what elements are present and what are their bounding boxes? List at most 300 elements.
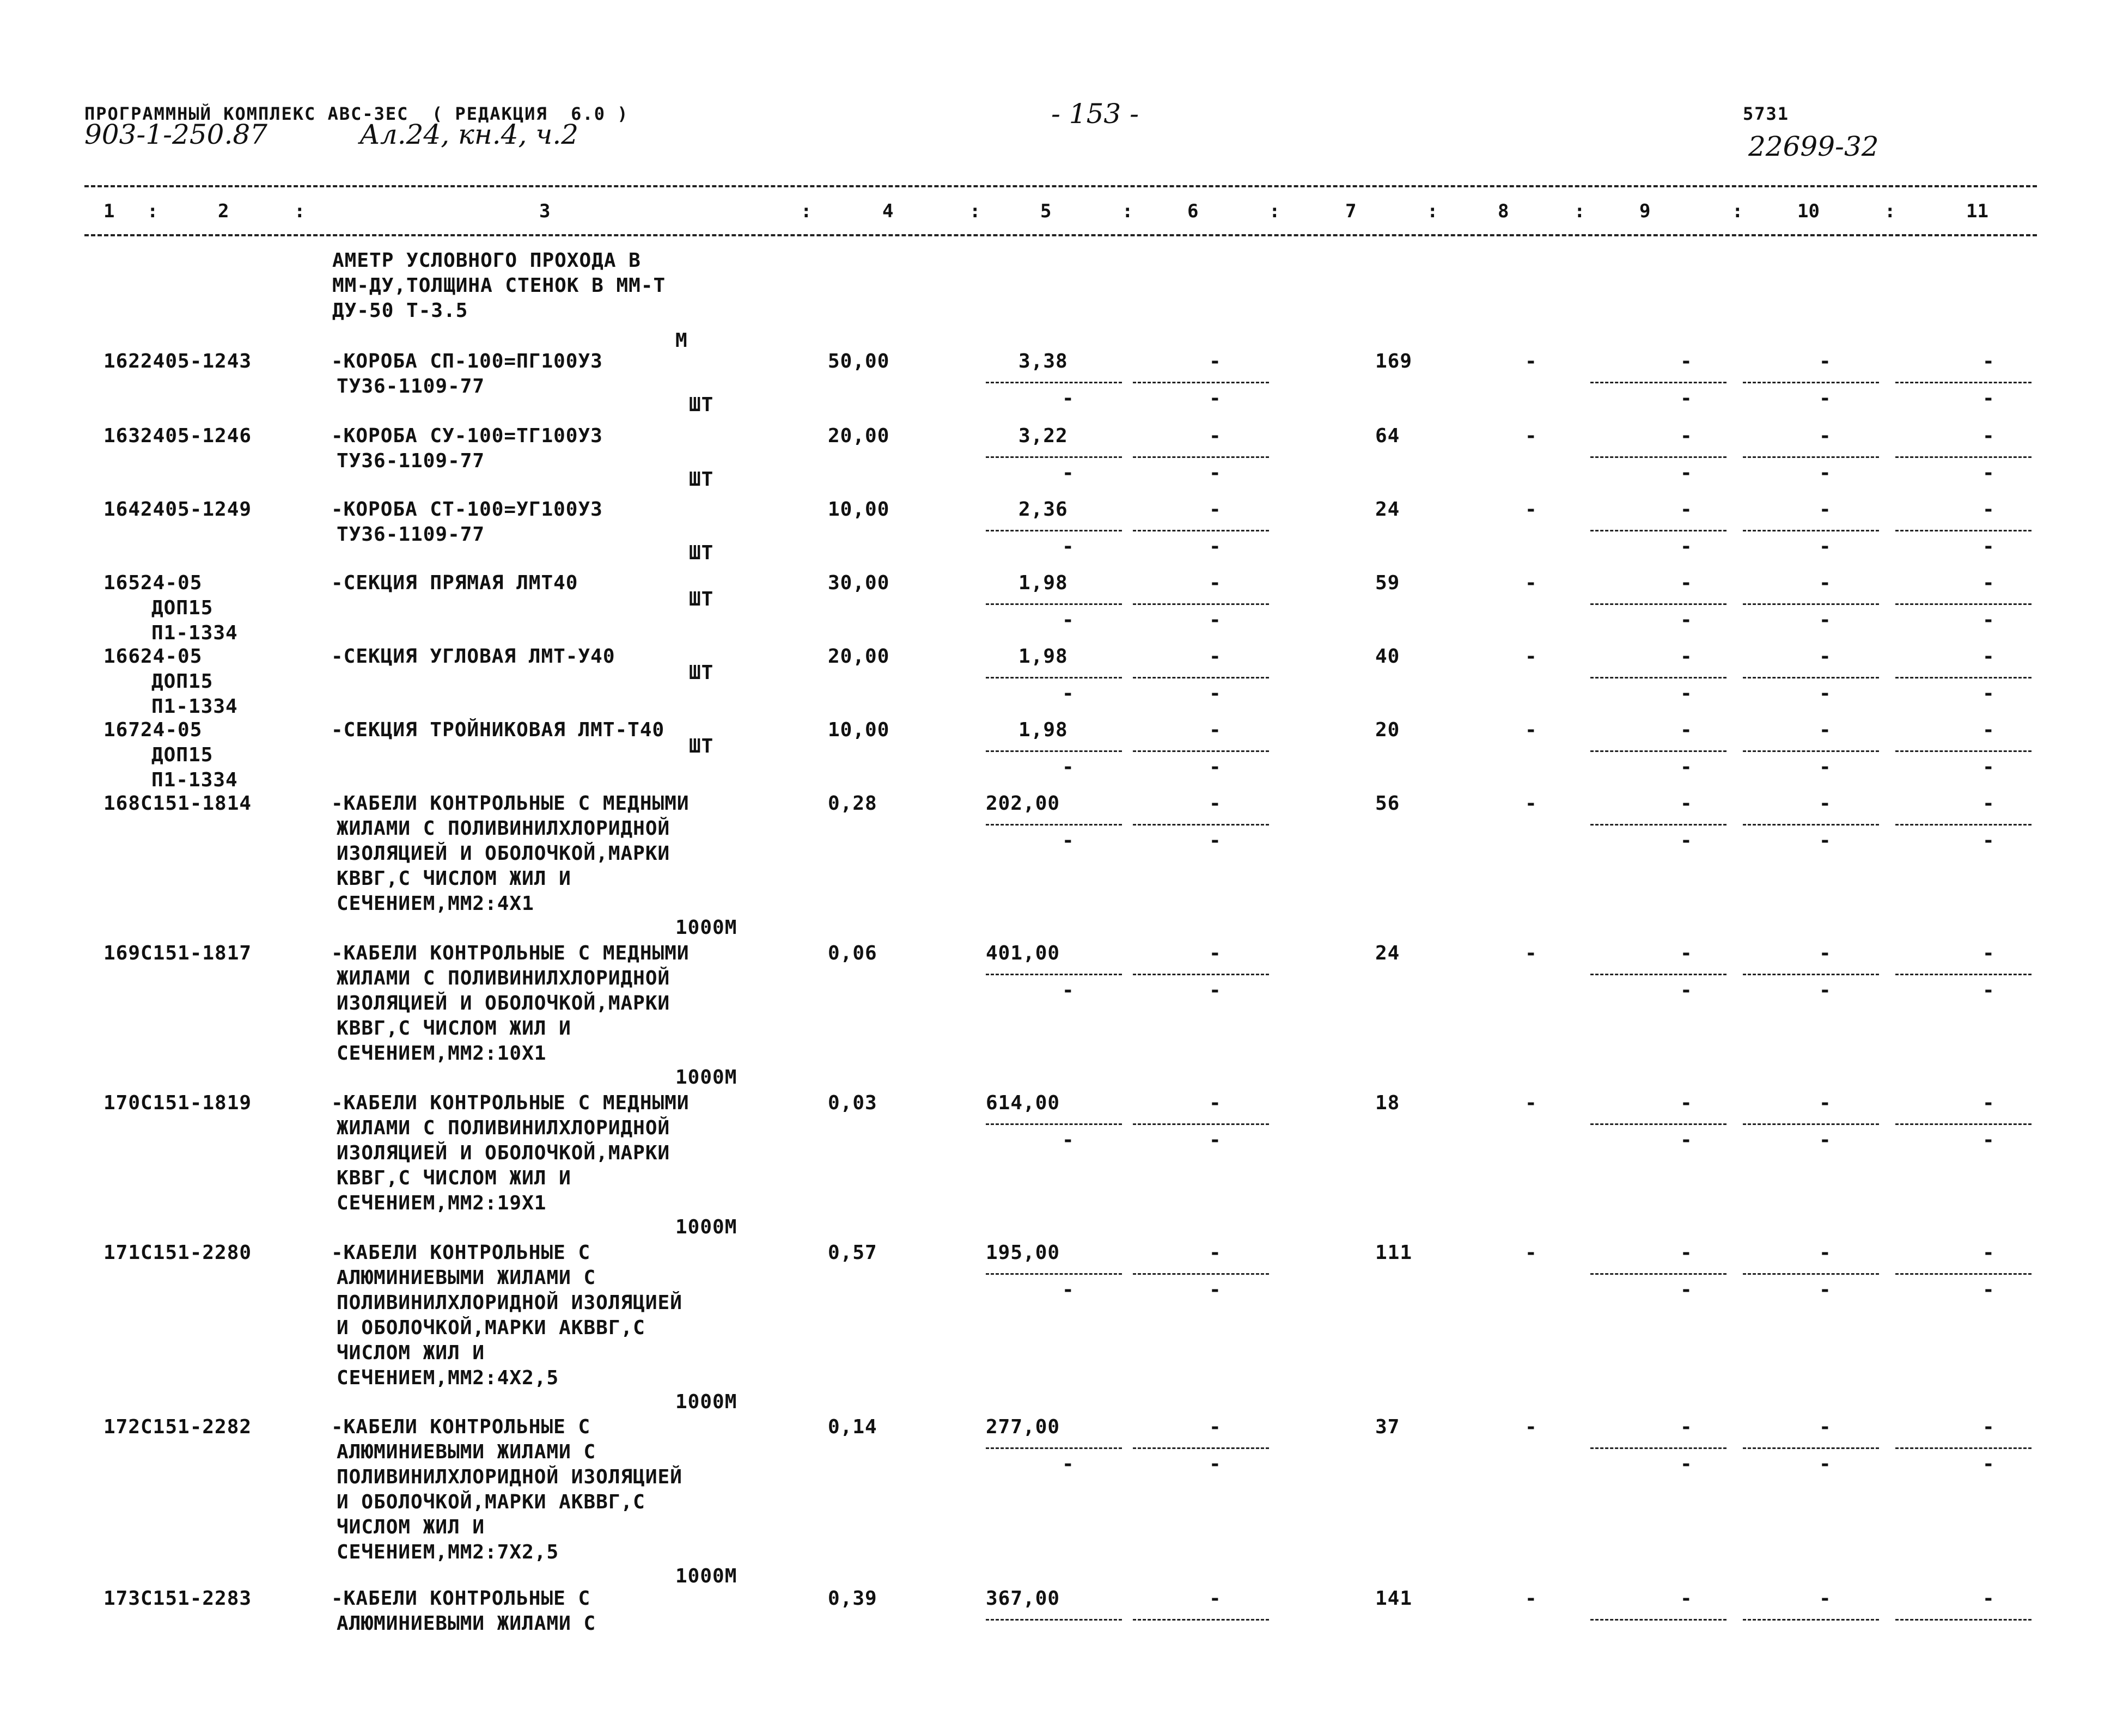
sub-rule-col11 [1895, 824, 2032, 826]
continuation-line: ДУ-50 Т-3.5 [332, 299, 468, 322]
row-description: И ОБОЛОЧКОЙ,МАРКИ АКВВГ,С [337, 1317, 645, 1339]
sub-rule-col6 [1133, 677, 1269, 678]
cell-col7: 111 [1375, 1242, 1413, 1264]
row-description: СЕЧЕНИЕМ,ММ2:4Х2,5 [337, 1367, 559, 1389]
subcell-col6: - [1209, 387, 1221, 409]
subcell-col11: - [1982, 1279, 1994, 1301]
sub-rule-col5 [986, 382, 1122, 383]
row-unit: ШТ [689, 662, 714, 684]
cell-col6: - [1209, 645, 1221, 668]
row-code: С151-1817 [141, 942, 252, 964]
sub-rule-col6 [1133, 603, 1269, 605]
column-separator: : [1427, 200, 1438, 222]
cell-col11: - [1982, 645, 1994, 668]
cell-col10: - [1819, 719, 1831, 741]
cell-col5: 1,98 [1018, 719, 1068, 741]
row-unit: ШТ [689, 542, 714, 564]
column-number-4: 4 [882, 200, 894, 222]
sub-rule-col9 [1590, 1447, 1727, 1449]
cell-col11: - [1982, 942, 1994, 964]
cell-col9: - [1680, 425, 1692, 447]
sub-rule-col9 [1590, 456, 1727, 458]
cell-col8: - [1525, 1416, 1537, 1438]
column-number-9: 9 [1639, 200, 1651, 222]
row-unit: 1000М [675, 1565, 737, 1587]
row-description: ЖИЛАМИ С ПОЛИВИНИЛХЛОРИДНОЙ [337, 817, 670, 840]
cell-col8: - [1525, 350, 1537, 372]
subcell-col9: - [1680, 829, 1692, 852]
sub-rule-col6 [1133, 530, 1269, 531]
subcell-col6: - [1209, 535, 1221, 558]
sub-rule-col5 [986, 1619, 1122, 1621]
row-number: 171 [103, 1242, 141, 1264]
cell-col4: 30,00 [828, 572, 890, 594]
row-code: ДОП15 [151, 744, 213, 766]
row-number: 163 [103, 425, 141, 447]
cell-col4: 50,00 [828, 350, 890, 372]
column-number-7: 7 [1345, 200, 1357, 222]
subcell-col10: - [1819, 535, 1831, 558]
cell-col10: - [1819, 645, 1831, 668]
row-description: -КАБЕЛИ КОНТРОЛЬНЫЕ С МЕДНЫМИ [331, 792, 690, 815]
subcell-col10: - [1819, 829, 1831, 852]
row-description: -КАБЕЛИ КОНТРОЛЬНЫЕ С [331, 1587, 591, 1610]
cell-col7: 40 [1375, 645, 1400, 668]
sub-rule-col5 [986, 530, 1122, 531]
subcell-col9: - [1680, 682, 1692, 705]
sub-rule-col10 [1743, 974, 1879, 975]
cell-col7: 59 [1375, 572, 1400, 594]
cell-col10: - [1819, 1416, 1831, 1438]
row-code: 24-05 [141, 645, 203, 668]
row-description: -КОРОБА СУ-100=ТГ100У3 [331, 425, 603, 447]
subcell-col5: - [1062, 829, 1074, 852]
cell-col5: 614,00 [986, 1092, 1060, 1114]
sub-rule-col6 [1133, 1123, 1269, 1125]
cell-col10: - [1819, 572, 1831, 594]
cell-col7: 64 [1375, 425, 1400, 447]
row-description: -КОРОБА СП-100=ПГ100У3 [331, 350, 603, 372]
sub-rule-col11 [1895, 1123, 2032, 1125]
cell-col5: 2,36 [1018, 498, 1068, 521]
row-unit: 1000М [675, 1216, 737, 1238]
cell-col4: 20,00 [828, 645, 890, 668]
cell-col8: - [1525, 942, 1537, 964]
row-code: П1-1334 [151, 695, 238, 718]
subcell-col5: - [1062, 535, 1074, 558]
cell-col9: - [1680, 719, 1692, 741]
cell-col4: 10,00 [828, 498, 890, 521]
project-number: 903-1-250.87 [84, 119, 267, 150]
row-description: ЧИСЛОМ ЖИЛ И [337, 1516, 485, 1538]
sub-rule-col5 [986, 824, 1122, 826]
column-number-8: 8 [1498, 200, 1509, 222]
sub-rule-col6 [1133, 1273, 1269, 1275]
column-number-6: 6 [1187, 200, 1199, 222]
cell-col7: 18 [1375, 1092, 1400, 1114]
sub-rule-col10 [1743, 677, 1879, 678]
cell-col9: - [1680, 1587, 1692, 1610]
cell-col11: - [1982, 792, 1994, 815]
cell-col10: - [1819, 942, 1831, 964]
row-description: АЛЮМИНИЕВЫМИ ЖИЛАМИ С [337, 1441, 596, 1463]
subcell-col9: - [1680, 387, 1692, 409]
cell-col6: - [1209, 350, 1221, 372]
row-description: -КАБЕЛИ КОНТРОЛЬНЫЕ С [331, 1242, 591, 1264]
row-description: ИЗОЛЯЦИЕЙ И ОБОЛОЧКОЙ,МАРКИ [337, 1142, 670, 1164]
cell-col9: - [1680, 572, 1692, 594]
cell-col6: - [1209, 1416, 1221, 1438]
cell-col8: - [1525, 1587, 1537, 1610]
cell-col7: 24 [1375, 942, 1400, 964]
subcell-col5: - [1062, 387, 1074, 409]
sub-rule-col6 [1133, 382, 1269, 383]
subcell-col11: - [1982, 829, 1994, 852]
cell-col5: 1,98 [1018, 572, 1068, 594]
row-number: 170 [103, 1092, 141, 1114]
sub-rule-col6 [1133, 1619, 1269, 1621]
sub-rule-col9 [1590, 974, 1727, 975]
cell-col6: - [1209, 1092, 1221, 1114]
row-number: 169 [103, 942, 141, 964]
subcell-col11: - [1982, 462, 1994, 484]
cell-col4: 10,00 [828, 719, 890, 741]
sub-rule-col6 [1133, 456, 1269, 458]
row-code: П1-1334 [151, 769, 238, 791]
sub-rule-col11 [1895, 603, 2032, 605]
row-description: ТУ36-1109-77 [337, 523, 485, 546]
row-description: КВВГ,С ЧИСЛОМ ЖИЛ И [337, 1167, 571, 1189]
row-description: АЛЮМИНИЕВЫМИ ЖИЛАМИ С [337, 1612, 596, 1635]
column-separator: : [1122, 200, 1133, 222]
subcell-col11: - [1982, 609, 1994, 631]
row-unit: ШТ [689, 468, 714, 491]
cell-col8: - [1525, 425, 1537, 447]
row-code: 24-05 [141, 572, 203, 594]
cell-col11: - [1982, 498, 1994, 521]
subcell-col11: - [1982, 682, 1994, 705]
sub-rule-col9 [1590, 1123, 1727, 1125]
subcell-col10: - [1819, 979, 1831, 1001]
cell-col9: - [1680, 792, 1692, 815]
sub-rule-col9 [1590, 677, 1727, 678]
cell-col8: - [1525, 719, 1537, 741]
cell-col9: - [1680, 645, 1692, 668]
subcell-col10: - [1819, 462, 1831, 484]
row-description: -СЕКЦИЯ ПРЯМАЯ ЛМТ40 [331, 572, 578, 594]
sub-rule-col11 [1895, 677, 2032, 678]
row-description: ИЗОЛЯЦИЕЙ И ОБОЛОЧКОЙ,МАРКИ [337, 842, 670, 865]
cell-col4: 0,57 [828, 1242, 877, 1264]
sub-rule-col10 [1743, 750, 1879, 752]
sub-rule-col10 [1743, 824, 1879, 826]
subcell-col6: - [1209, 979, 1221, 1001]
sub-rule-col6 [1133, 750, 1269, 752]
row-description: ИЗОЛЯЦИЕЙ И ОБОЛОЧКОЙ,МАРКИ [337, 992, 670, 1014]
subcell-col9: - [1680, 609, 1692, 631]
column-number-10: 10 [1797, 200, 1820, 222]
volume-reference: Ал.24, кн.4, ч.2 [359, 119, 579, 150]
cell-col11: - [1982, 1416, 1994, 1438]
sub-rule-col5 [986, 974, 1122, 975]
cell-col7: 56 [1375, 792, 1400, 815]
row-unit: 1000М [675, 916, 737, 939]
row-description: СЕЧЕНИЕМ,ММ2:4Х1 [337, 893, 534, 915]
code-bottom: 22699-32 [1748, 131, 1879, 162]
cell-col8: - [1525, 645, 1537, 668]
row-description: ТУ36-1109-77 [337, 375, 485, 398]
sub-rule-col6 [1133, 974, 1269, 975]
column-separator: : [294, 200, 306, 222]
sub-rule-col11 [1895, 530, 2032, 531]
row-code: ДОП15 [151, 597, 213, 619]
header-rule-bottom [84, 234, 2037, 236]
cell-col4: 0,03 [828, 1092, 877, 1114]
row-number: 173 [103, 1587, 141, 1610]
cell-col9: - [1680, 350, 1692, 372]
cell-col4: 20,00 [828, 425, 890, 447]
subcell-col9: - [1680, 979, 1692, 1001]
row-number: 172 [103, 1416, 141, 1438]
row-description: ПОЛИВИНИЛХЛОРИДНОЙ ИЗОЛЯЦИЕЙ [337, 1466, 682, 1488]
subcell-col6: - [1209, 462, 1221, 484]
cell-col6: - [1209, 719, 1221, 741]
row-description: -КАБЕЛИ КОНТРОЛЬНЫЕ С МЕДНЫМИ [331, 942, 690, 964]
row-number: 166 [103, 645, 141, 668]
sub-rule-col9 [1590, 750, 1727, 752]
cell-col5: 202,00 [986, 792, 1060, 815]
continuation-line: АМЕТР УСЛОВНОГО ПРОХОДА В [332, 249, 641, 272]
sub-rule-col10 [1743, 382, 1879, 383]
sub-rule-col10 [1743, 1123, 1879, 1125]
cell-col10: - [1819, 498, 1831, 521]
cell-col11: - [1982, 1587, 1994, 1610]
sub-rule-col9 [1590, 1273, 1727, 1275]
sub-rule-col6 [1133, 1447, 1269, 1449]
cell-col4: 0,28 [828, 792, 877, 815]
subcell-col5: - [1062, 1129, 1074, 1151]
subcell-col6: - [1209, 1279, 1221, 1301]
sub-rule-col11 [1895, 974, 2032, 975]
cell-col7: 141 [1375, 1587, 1413, 1610]
row-code: ДОП15 [151, 670, 213, 693]
cell-col6: - [1209, 572, 1221, 594]
subcell-col5: - [1062, 756, 1074, 778]
sub-rule-col10 [1743, 1447, 1879, 1449]
sub-rule-col6 [1133, 824, 1269, 826]
cell-col9: - [1680, 498, 1692, 521]
row-description: ТУ36-1109-77 [337, 450, 485, 472]
subcell-col11: - [1982, 387, 1994, 409]
cell-col5: 3,22 [1018, 425, 1068, 447]
cell-col4: 0,39 [828, 1587, 877, 1610]
sub-rule-col5 [986, 1123, 1122, 1125]
sub-rule-col10 [1743, 456, 1879, 458]
subcell-col9: - [1680, 1279, 1692, 1301]
subcell-col10: - [1819, 1453, 1831, 1475]
cell-col8: - [1525, 1242, 1537, 1264]
continuation-line: ММ-ДУ,ТОЛЩИНА СТЕНОК В ММ-Т [332, 274, 666, 297]
cell-col5: 401,00 [986, 942, 1060, 964]
cell-col6: - [1209, 498, 1221, 521]
subcell-col6: - [1209, 609, 1221, 631]
cell-col10: - [1819, 425, 1831, 447]
row-description: -КАБЕЛИ КОНТРОЛЬНЫЕ С [331, 1416, 591, 1438]
cell-col6: - [1209, 942, 1221, 964]
cell-col9: - [1680, 1242, 1692, 1264]
cell-col10: - [1819, 1092, 1831, 1114]
sub-rule-col5 [986, 1273, 1122, 1275]
cell-col5: 195,00 [986, 1242, 1060, 1264]
cell-col11: - [1982, 572, 1994, 594]
column-separator: : [1574, 200, 1585, 222]
row-number: 165 [103, 572, 141, 594]
subcell-col10: - [1819, 1279, 1831, 1301]
subcell-col10: - [1819, 756, 1831, 778]
row-unit: ШТ [689, 588, 714, 610]
sub-rule-col9 [1590, 824, 1727, 826]
sub-rule-col10 [1743, 603, 1879, 605]
row-description: -КАБЕЛИ КОНТРОЛЬНЫЕ С МЕДНЫМИ [331, 1092, 690, 1114]
sub-rule-col10 [1743, 530, 1879, 531]
sub-rule-col11 [1895, 456, 2032, 458]
subcell-col9: - [1680, 462, 1692, 484]
sub-rule-col11 [1895, 382, 2032, 383]
subcell-col5: - [1062, 979, 1074, 1001]
sub-rule-col10 [1743, 1619, 1879, 1621]
sub-rule-col9 [1590, 603, 1727, 605]
row-code: С151-1814 [141, 792, 252, 815]
column-number-3: 3 [539, 200, 551, 222]
cell-col7: 24 [1375, 498, 1400, 521]
cell-col11: - [1982, 1092, 1994, 1114]
sub-rule-col11 [1895, 1273, 2032, 1275]
cell-col6: - [1209, 1587, 1221, 1610]
cell-col10: - [1819, 350, 1831, 372]
row-description: АЛЮМИНИЕВЫМИ ЖИЛАМИ С [337, 1267, 596, 1289]
cell-col7: 20 [1375, 719, 1400, 741]
cell-col4: 0,06 [828, 942, 877, 964]
row-code: 24-05 [141, 719, 203, 741]
column-separator: : [1884, 200, 1896, 222]
row-description: ЖИЛАМИ С ПОЛИВИНИЛХЛОРИДНОЙ [337, 1117, 670, 1139]
subcell-col6: - [1209, 682, 1221, 705]
row-description: И ОБОЛОЧКОЙ,МАРКИ АКВВГ,С [337, 1491, 645, 1513]
subcell-col11: - [1982, 535, 1994, 558]
sub-rule-col11 [1895, 1447, 2032, 1449]
row-unit: ШТ [689, 735, 714, 757]
sub-rule-col5 [986, 456, 1122, 458]
row-unit: ШТ [689, 394, 714, 416]
cell-col6: - [1209, 792, 1221, 815]
column-separator: : [969, 200, 981, 222]
cell-col11: - [1982, 425, 1994, 447]
sub-rule-col9 [1590, 1619, 1727, 1621]
column-separator: : [1732, 200, 1743, 222]
row-code: 2405-1249 [141, 498, 252, 521]
cell-col8: - [1525, 498, 1537, 521]
cell-col6: - [1209, 1242, 1221, 1264]
row-description: ЧИСЛОМ ЖИЛ И [337, 1342, 485, 1364]
cell-col7: 169 [1375, 350, 1413, 372]
row-description: -КОРОБА СТ-100=УГ100У3 [331, 498, 603, 521]
sub-rule-col11 [1895, 750, 2032, 752]
row-description: СЕЧЕНИЕМ,ММ2:7Х2,5 [337, 1541, 559, 1563]
row-number: 164 [103, 498, 141, 521]
subcell-col6: - [1209, 1129, 1221, 1151]
cell-col11: - [1982, 350, 1994, 372]
cell-col11: - [1982, 719, 1994, 741]
column-number-11: 11 [1966, 200, 1988, 222]
row-number: 162 [103, 350, 141, 372]
subcell-col10: - [1819, 1129, 1831, 1151]
subcell-col9: - [1680, 1453, 1692, 1475]
continuation-unit: М [675, 329, 688, 352]
row-code: П1-1334 [151, 622, 238, 644]
cell-col5: 1,98 [1018, 645, 1068, 668]
row-code: С151-2283 [141, 1587, 252, 1610]
row-description: ПОЛИВИНИЛХЛОРИДНОЙ ИЗОЛЯЦИЕЙ [337, 1292, 682, 1314]
column-separator: : [147, 200, 158, 222]
header-rule-top [84, 185, 2037, 187]
subcell-col9: - [1680, 535, 1692, 558]
subcell-col9: - [1680, 1129, 1692, 1151]
subcell-col11: - [1982, 756, 1994, 778]
row-code: С151-2280 [141, 1242, 252, 1264]
row-description: -СЕКЦИЯ ТРОЙНИКОВАЯ ЛМТ-Т40 [331, 719, 665, 741]
column-separator: : [1269, 200, 1280, 222]
column-number-2: 2 [218, 200, 229, 222]
row-code: 2405-1246 [141, 425, 252, 447]
row-number: 168 [103, 792, 141, 815]
row-code: С151-2282 [141, 1416, 252, 1438]
subcell-col5: - [1062, 462, 1074, 484]
column-number-5: 5 [1040, 200, 1052, 222]
row-description: ЖИЛАМИ С ПОЛИВИНИЛХЛОРИДНОЙ [337, 967, 670, 989]
program-header: ПРОГРАММНЫЙ КОМПЛЕКС АВС-ЗЕС ( РЕДАКЦИЯ 6.0 ) [84, 103, 629, 124]
row-unit: 1000М [675, 1066, 737, 1089]
row-description: СЕЧЕНИЕМ,ММ2:19Х1 [337, 1192, 547, 1214]
cell-col9: - [1680, 1416, 1692, 1438]
row-description: КВВГ,С ЧИСЛОМ ЖИЛ И [337, 867, 571, 890]
row-code: 2405-1243 [141, 350, 252, 372]
subcell-col10: - [1819, 387, 1831, 409]
cell-col4: 0,14 [828, 1416, 877, 1438]
cell-col6: - [1209, 425, 1221, 447]
cell-col5: 3,38 [1018, 350, 1068, 372]
cell-col8: - [1525, 792, 1537, 815]
cell-col8: - [1525, 572, 1537, 594]
subcell-col10: - [1819, 609, 1831, 631]
sub-rule-col5 [986, 603, 1122, 605]
sub-rule-col5 [986, 1447, 1122, 1449]
sub-rule-col11 [1895, 1619, 2032, 1621]
subcell-col6: - [1209, 756, 1221, 778]
cell-col10: - [1819, 1587, 1831, 1610]
subcell-col5: - [1062, 682, 1074, 705]
row-description: -СЕКЦИЯ УГЛОВАЯ ЛМТ-У40 [331, 645, 615, 668]
sub-rule-col5 [986, 677, 1122, 678]
cell-col9: - [1680, 942, 1692, 964]
row-code: С151-1819 [141, 1092, 252, 1114]
row-unit: 1000М [675, 1391, 737, 1413]
sub-rule-col9 [1590, 382, 1727, 383]
subcell-col11: - [1982, 979, 1994, 1001]
subcell-col11: - [1982, 1129, 1994, 1151]
cell-col8: - [1525, 1092, 1537, 1114]
cell-col5: 277,00 [986, 1416, 1060, 1438]
subcell-col5: - [1062, 1279, 1074, 1301]
